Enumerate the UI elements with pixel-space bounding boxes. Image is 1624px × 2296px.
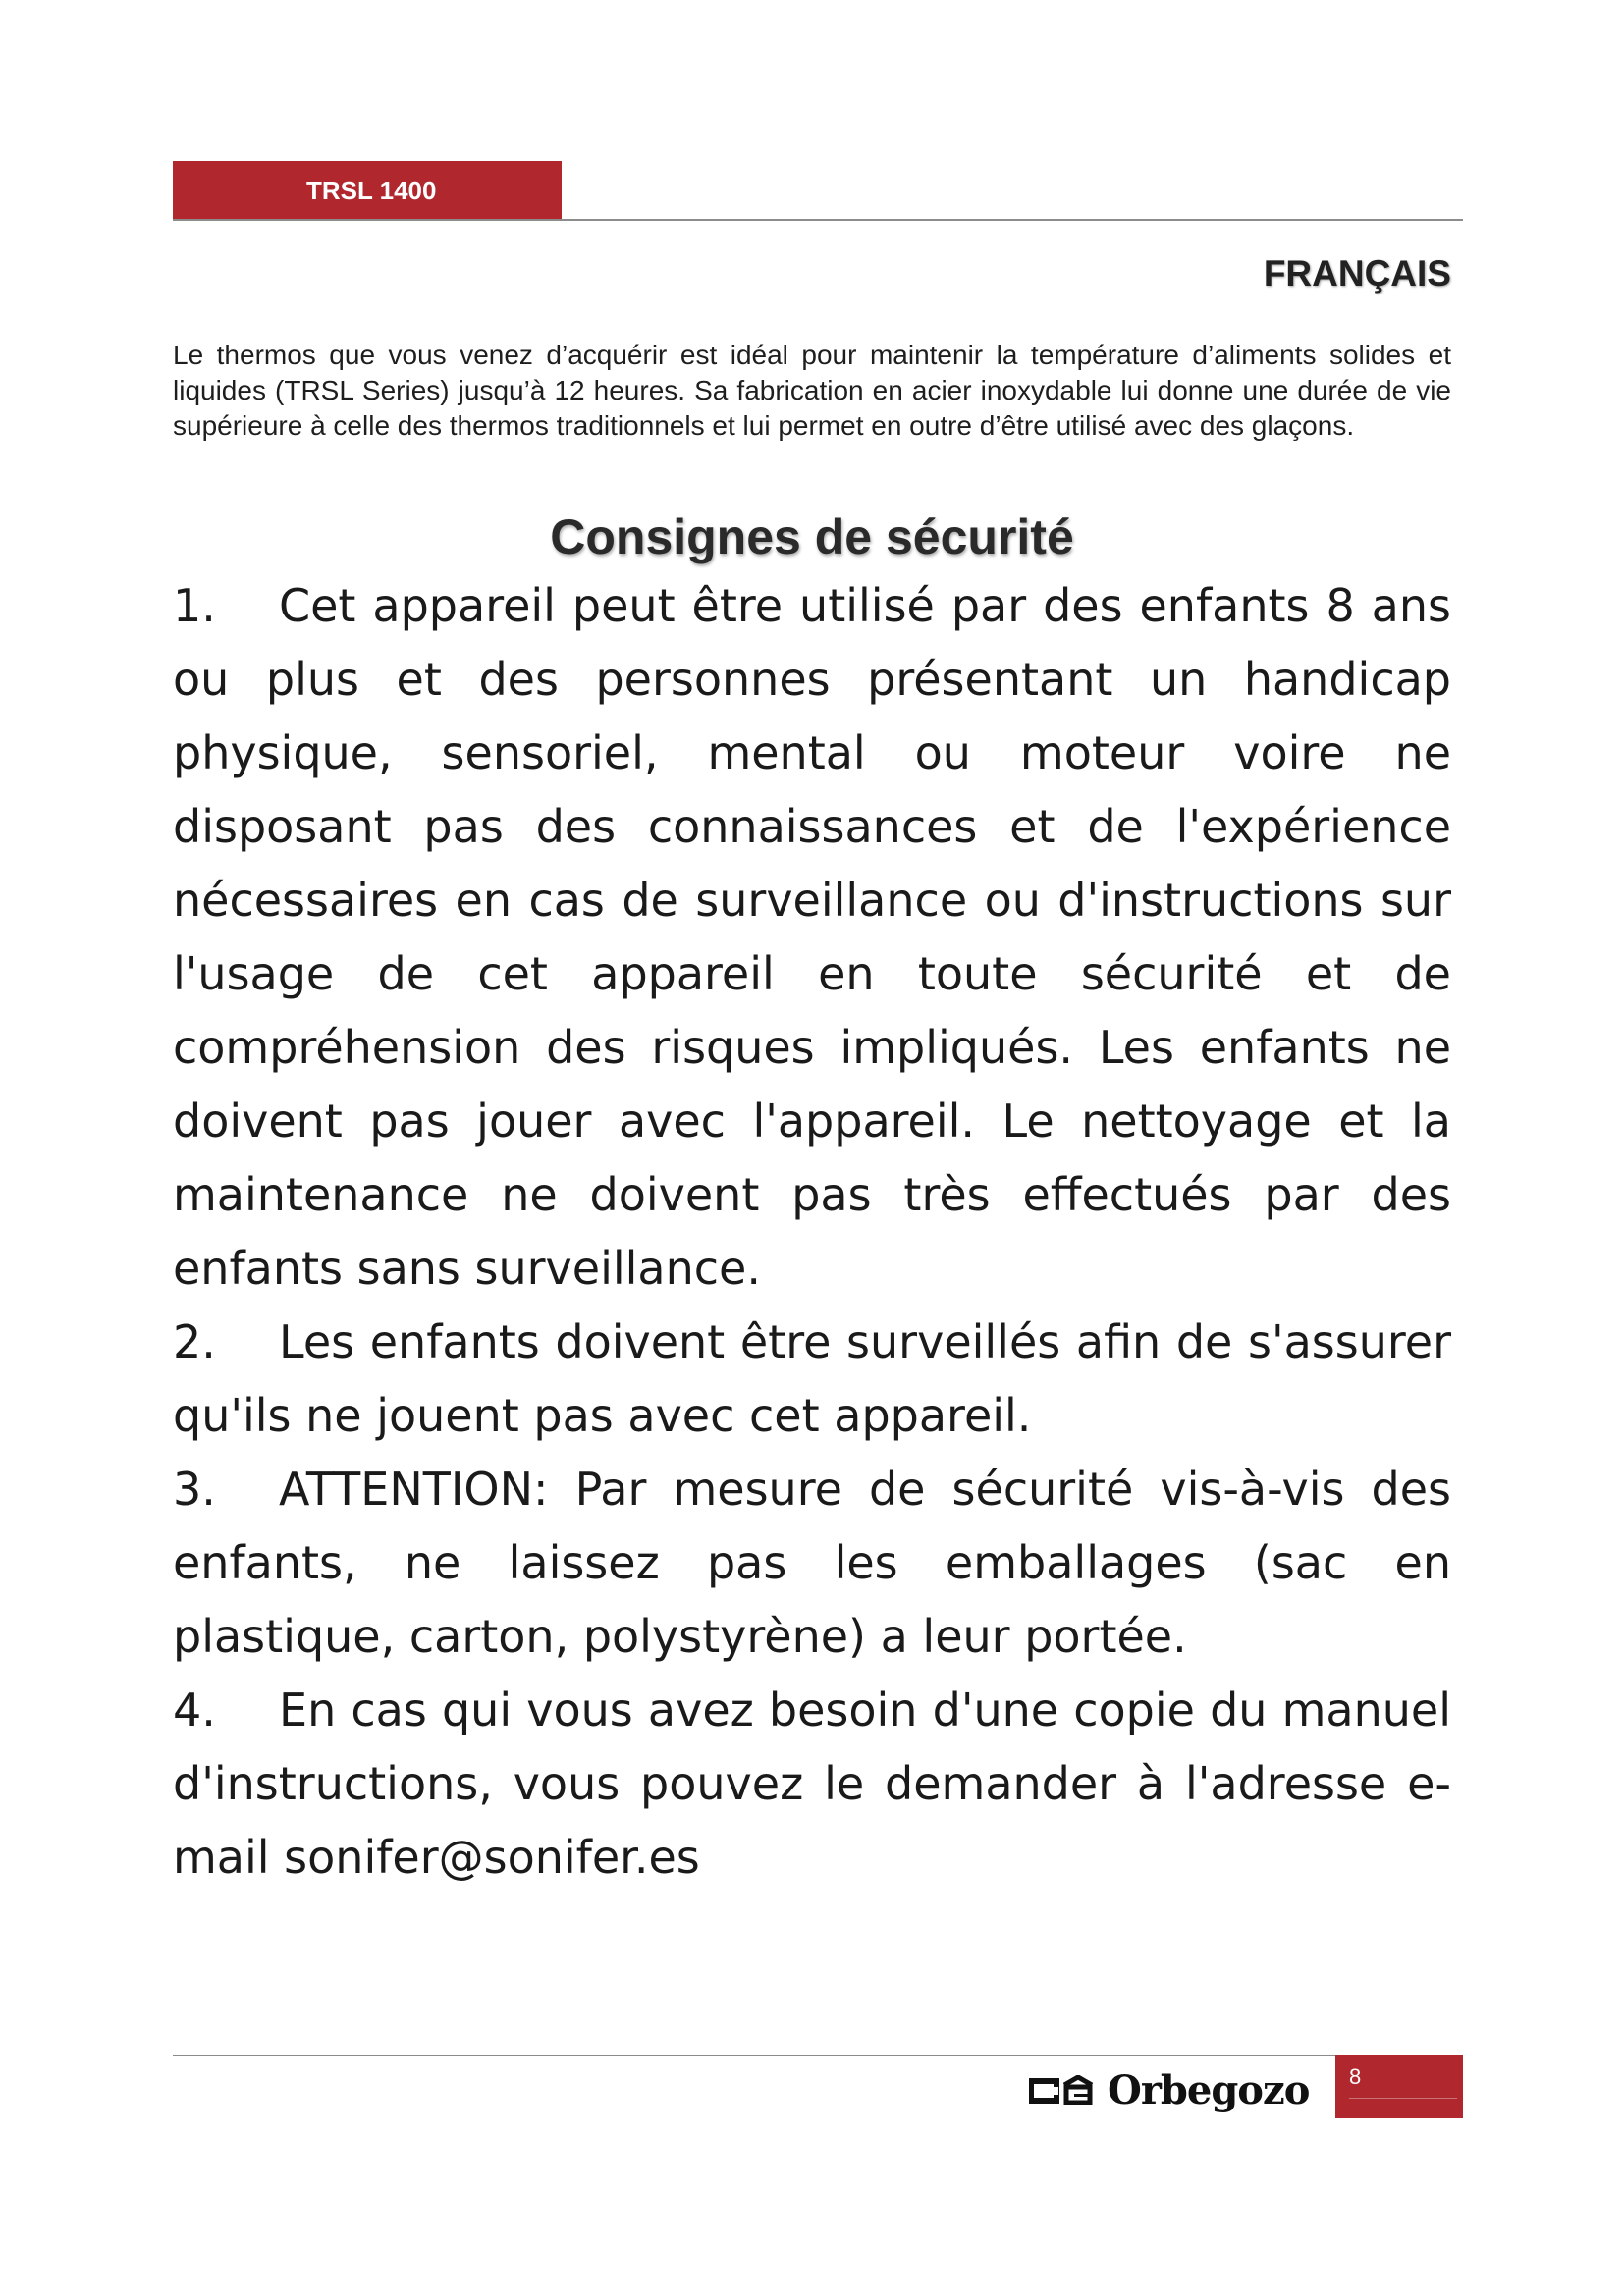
brand-name: Orbegozo	[1108, 2066, 1310, 2113]
footer-divider	[173, 2055, 1463, 2056]
safety-rule-3	[173, 1453, 1451, 1674]
rule-number: 4.	[173, 1683, 216, 1736]
orbegozo-logo-icon	[1029, 2075, 1094, 2105]
intro-paragraph: Le thermos que vous venez d’acquérir est idéal pour maintenir la température d’aliments solides et liquides (TRSL Series) jusqu’à 12 heures. Sa fabrication en acier inoxydable lui donne une durée de vie supérieure à celle des thermos traditionnels et lui permet en outre d’être utilisé avec des glaçons.	[173, 340, 1451, 441]
safety-rule-2	[173, 1306, 1451, 1453]
rule-text: Les enfants doivent être surveillés afin de s'assurer qu'ils ne jouent pas avec cet appareil.	[173, 1315, 1451, 1442]
model-label: TRSL 1400	[306, 176, 437, 205]
rule-number: 3.	[173, 1463, 216, 1516]
page-box-line	[1349, 2098, 1457, 2099]
rule-text: ATTENTION: Par mesure de sécurité vis-à-vis des enfants, ne laissez pas les emballages (sac en plastique, carton, polystyrène) a leur portée.	[173, 1463, 1451, 1663]
page-number-box	[1335, 2055, 1463, 2118]
rule-number: 2.	[173, 1315, 216, 1368]
header-model-tab	[173, 161, 562, 220]
rule-text: En cas qui vous avez besoin d'une copie du manuel d'instructions, vous pouvez le demander à l'adresse e-mail sonifer@sonifer.es	[173, 1683, 1451, 1884]
safety-section-title: Consignes de sécurité	[550, 509, 1074, 564]
safety-rule-1	[173, 569, 1451, 1306]
brand-logo	[1029, 2067, 1309, 2112]
rule-number: 1.	[173, 579, 216, 632]
safety-rules-list	[173, 569, 1451, 1895]
safety-rule-4	[173, 1674, 1451, 1895]
language-title: FRANÇAIS	[1263, 253, 1451, 294]
rule-text: Cet appareil peut être utilisé par des enfants 8 ans ou plus et des personnes présentant un handicap physique, sensoriel, mental ou moteur voire ne disposant pas des connaissances et de l'expérience nécessaires en cas de surveillance ou d'instructions sur l'usage de cet appareil en toute sécurité et de compréhension des risques impliqués. Les enfants ne doivent pas jouer avec l'appareil. Le nettoyage et la maintenance ne doivent pas très effectués par des enfants sans surveillance.	[173, 579, 1451, 1295]
header-divider	[173, 219, 1463, 221]
page-number: 8	[1349, 2064, 1362, 2089]
